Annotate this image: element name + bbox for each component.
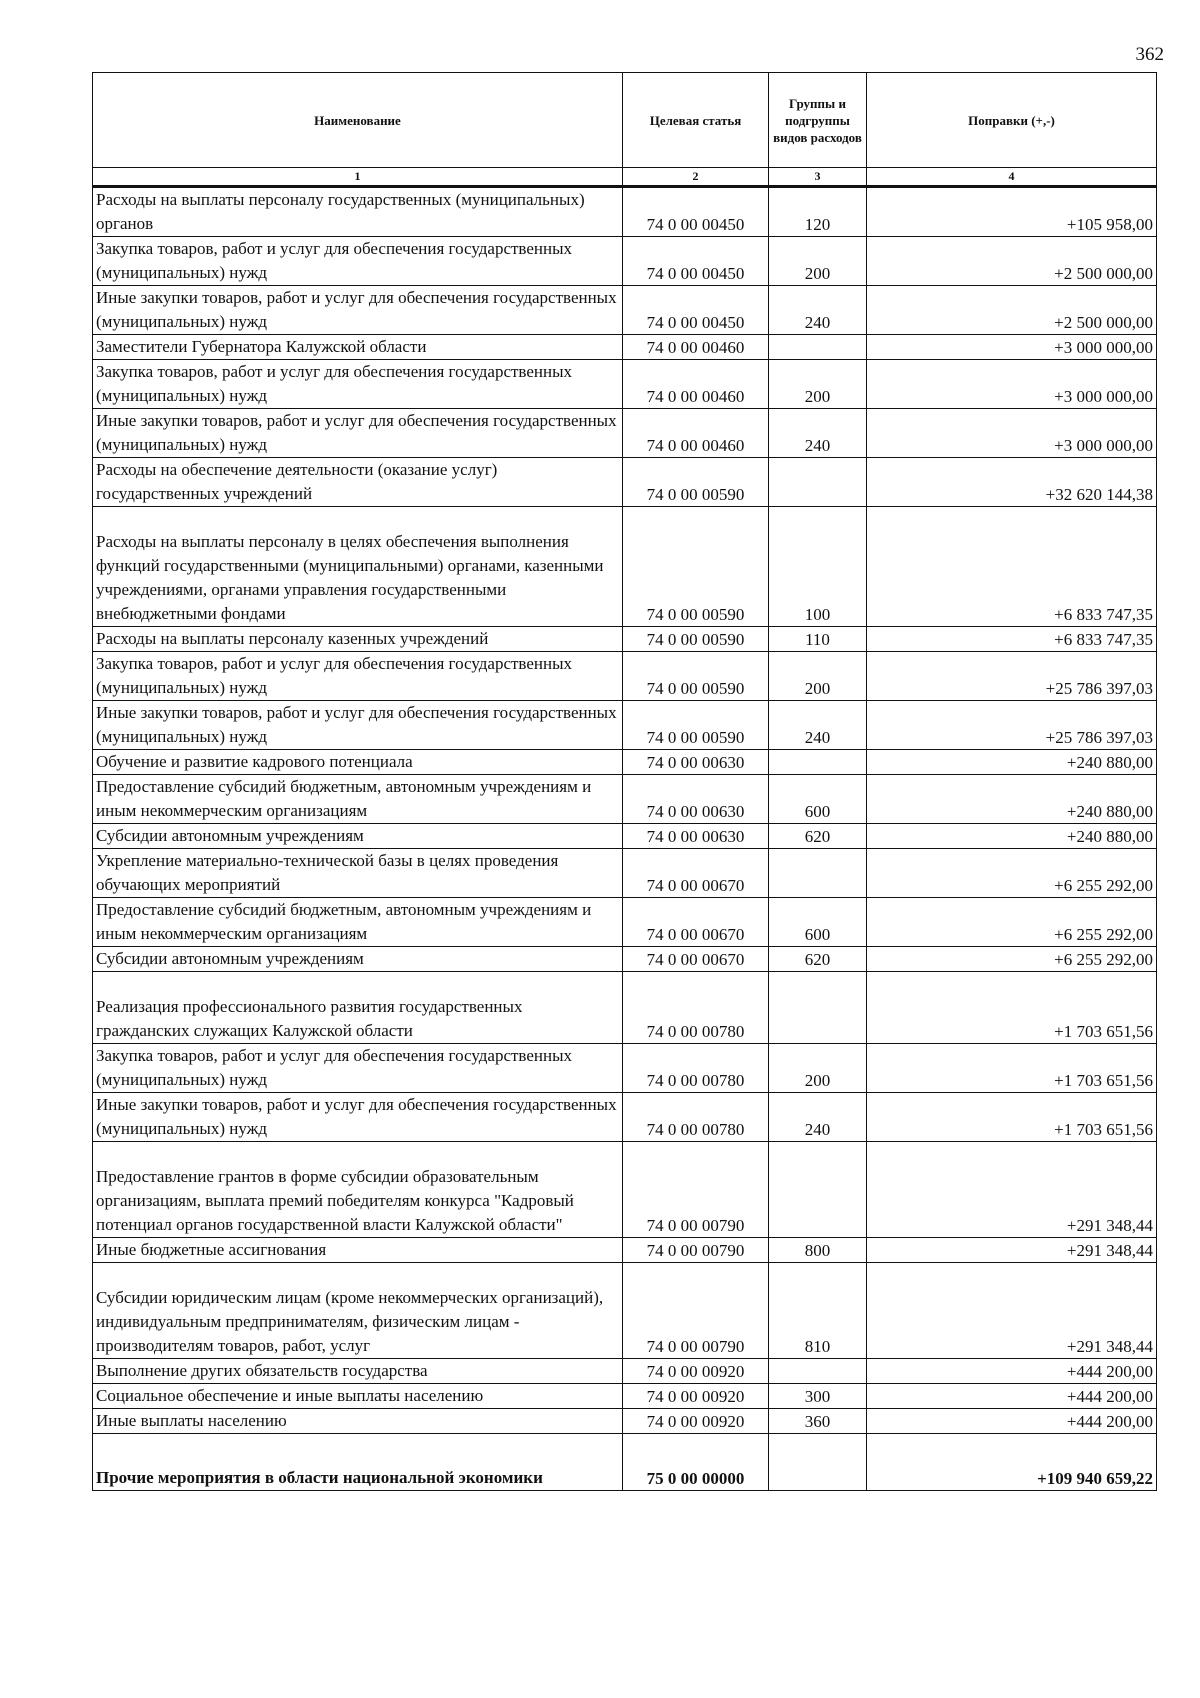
row-amount: +1 703 651,56	[867, 1093, 1157, 1142]
row-amount: +25 786 397,03	[867, 701, 1157, 750]
row-code: 74 0 00 00590	[623, 458, 769, 507]
row-amount: +25 786 397,03	[867, 652, 1157, 701]
row-amount: +3 000 000,00	[867, 335, 1157, 360]
row-amount: +105 958,00	[867, 187, 1157, 237]
row-name: Закупка товаров, работ и услуг для обеспечения государственных (муниципальных) нужд	[93, 1044, 623, 1093]
table-row	[93, 1359, 1157, 1384]
row-group: 810	[769, 1263, 867, 1359]
row-group: 240	[769, 409, 867, 458]
row-name: Расходы на выплаты персоналу государственных (муниципальных) органов	[93, 187, 623, 237]
table-row	[93, 187, 1157, 237]
row-code: 74 0 00 00630	[623, 750, 769, 775]
column-number: 1	[93, 168, 623, 187]
table-row	[93, 972, 1157, 1044]
row-group	[769, 750, 867, 775]
row-group: 620	[769, 947, 867, 972]
row-group: 240	[769, 1093, 867, 1142]
column-number-row	[93, 168, 1157, 187]
row-name: Предоставление грантов в форме субсидии образовательным организациям, выплата премий победителям конкурса "Кадровый потенциал органов государственной власти Калужской области"	[93, 1142, 623, 1238]
row-code: 74 0 00 00780	[623, 972, 769, 1044]
row-amount: +6 255 292,00	[867, 947, 1157, 972]
column-number: 3	[769, 168, 867, 187]
table-row	[93, 1263, 1157, 1359]
row-amount: +444 200,00	[867, 1384, 1157, 1409]
row-code: 74 0 00 00460	[623, 409, 769, 458]
table-row	[93, 947, 1157, 972]
row-name: Расходы на выплаты персоналу в целях обеспечения выполнения функций государственными (муниципальными) органами, казенными учреждениями, органами управления государственными внебюджетными фондами	[93, 507, 623, 627]
table-row	[93, 286, 1157, 335]
row-amount: +444 200,00	[867, 1409, 1157, 1434]
row-amount: +444 200,00	[867, 1359, 1157, 1384]
table-row	[93, 1238, 1157, 1263]
table-row	[93, 360, 1157, 409]
row-name: Субсидии автономным учреждениям	[93, 947, 623, 972]
header-row	[93, 73, 1157, 168]
row-name: Обучение и развитие кадрового потенциала	[93, 750, 623, 775]
row-name: Расходы на обеспечение деятельности (оказание услуг) государственных учреждений	[93, 458, 623, 507]
column-number: 4	[867, 168, 1157, 187]
row-group: 110	[769, 627, 867, 652]
row-amount: +1 703 651,56	[867, 1044, 1157, 1093]
row-amount: +3 000 000,00	[867, 360, 1157, 409]
table-row	[93, 507, 1157, 627]
row-amount: +2 500 000,00	[867, 286, 1157, 335]
table-row	[93, 824, 1157, 849]
table-row	[93, 1434, 1157, 1491]
header-code: Целевая статья	[623, 73, 769, 168]
row-code: 74 0 00 00630	[623, 824, 769, 849]
row-name: Иные закупки товаров, работ и услуг для обеспечения государственных (муниципальных) нужд	[93, 286, 623, 335]
row-code: 74 0 00 00780	[623, 1044, 769, 1093]
row-group: 120	[769, 187, 867, 237]
row-amount: +291 348,44	[867, 1263, 1157, 1359]
row-amount: +240 880,00	[867, 775, 1157, 824]
row-code: 74 0 00 00590	[623, 627, 769, 652]
row-code: 74 0 00 00590	[623, 507, 769, 627]
row-amount: +6 255 292,00	[867, 849, 1157, 898]
table-row	[93, 1409, 1157, 1434]
row-code: 74 0 00 00920	[623, 1359, 769, 1384]
header-name: Наименование	[93, 73, 623, 168]
column-number: 2	[623, 168, 769, 187]
row-code: 74 0 00 00920	[623, 1384, 769, 1409]
row-code: 74 0 00 00590	[623, 652, 769, 701]
row-group	[769, 335, 867, 360]
table-row	[93, 775, 1157, 824]
row-name: Иные закупки товаров, работ и услуг для обеспечения государственных (муниципальных) нужд	[93, 409, 623, 458]
row-name: Выполнение других обязательств государства	[93, 1359, 623, 1384]
table-row	[93, 409, 1157, 458]
table-row	[93, 701, 1157, 750]
row-amount: +291 348,44	[867, 1142, 1157, 1238]
row-amount: +32 620 144,38	[867, 458, 1157, 507]
row-name: Субсидии юридическим лицам (кроме некоммерческих организаций), индивидуальным предпринимателям, физическим лицам - производителям товаров, работ, услуг	[93, 1263, 623, 1359]
table-row	[93, 849, 1157, 898]
row-code: 74 0 00 00670	[623, 947, 769, 972]
row-group	[769, 1142, 867, 1238]
row-group	[769, 458, 867, 507]
header-group: Группы и подгруппы видов расходов	[769, 73, 867, 168]
row-code: 75 0 00 00000	[623, 1434, 769, 1491]
row-amount: +2 500 000,00	[867, 237, 1157, 286]
row-code: 74 0 00 00450	[623, 237, 769, 286]
row-code: 74 0 00 00450	[623, 286, 769, 335]
row-name: Заместители Губернатора Калужской области	[93, 335, 623, 360]
row-group: 200	[769, 237, 867, 286]
table-row	[93, 652, 1157, 701]
row-name: Предоставление субсидий бюджетным, автономным учреждениям и иным некоммерческим организациям	[93, 898, 623, 947]
row-group	[769, 849, 867, 898]
row-code: 74 0 00 00450	[623, 187, 769, 237]
row-group: 240	[769, 701, 867, 750]
table-row	[93, 750, 1157, 775]
row-name: Иные выплаты населению	[93, 1409, 623, 1434]
table-row	[93, 1142, 1157, 1238]
table-body	[93, 187, 1157, 1491]
row-group: 800	[769, 1238, 867, 1263]
row-group: 300	[769, 1384, 867, 1409]
row-amount: +3 000 000,00	[867, 409, 1157, 458]
budget-table	[92, 72, 1157, 1491]
row-code: 74 0 00 00780	[623, 1093, 769, 1142]
row-name: Реализация профессионального развития государственных гражданских служащих Калужской области	[93, 972, 623, 1044]
row-amount: +240 880,00	[867, 824, 1157, 849]
row-code: 74 0 00 00790	[623, 1263, 769, 1359]
row-name: Субсидии автономным учреждениям	[93, 824, 623, 849]
row-name: Иные закупки товаров, работ и услуг для обеспечения государственных (муниципальных) нужд	[93, 701, 623, 750]
row-group: 620	[769, 824, 867, 849]
row-code: 74 0 00 00670	[623, 898, 769, 947]
row-code: 74 0 00 00460	[623, 335, 769, 360]
row-name: Закупка товаров, работ и услуг для обеспечения государственных (муниципальных) нужд	[93, 360, 623, 409]
table-row	[93, 1093, 1157, 1142]
row-group: 200	[769, 1044, 867, 1093]
table-row	[93, 237, 1157, 286]
row-group: 200	[769, 360, 867, 409]
row-name: Закупка товаров, работ и услуг для обеспечения государственных (муниципальных) нужд	[93, 237, 623, 286]
row-group: 360	[769, 1409, 867, 1434]
row-code: 74 0 00 00630	[623, 775, 769, 824]
table-row	[93, 627, 1157, 652]
row-name: Укрепление материально-технической базы в целях проведения обучающих мероприятий	[93, 849, 623, 898]
table-row	[93, 898, 1157, 947]
header-amount: Поправки (+,-)	[867, 73, 1157, 168]
table-row	[93, 335, 1157, 360]
row-name: Иные закупки товаров, работ и услуг для обеспечения государственных (муниципальных) нужд	[93, 1093, 623, 1142]
row-group	[769, 1359, 867, 1384]
table-row	[93, 458, 1157, 507]
row-amount: +6 833 747,35	[867, 507, 1157, 627]
row-name: Иные бюджетные ассигнования	[93, 1238, 623, 1263]
row-group	[769, 972, 867, 1044]
row-amount: +291 348,44	[867, 1238, 1157, 1263]
row-name: Расходы на выплаты персоналу казенных учреждений	[93, 627, 623, 652]
row-group	[769, 1434, 867, 1491]
row-group: 100	[769, 507, 867, 627]
row-code: 74 0 00 00790	[623, 1238, 769, 1263]
table-row	[93, 1044, 1157, 1093]
row-code: 74 0 00 00920	[623, 1409, 769, 1434]
row-code: 74 0 00 00790	[623, 1142, 769, 1238]
row-name: Социальное обеспечение и иные выплаты населению	[93, 1384, 623, 1409]
row-group: 240	[769, 286, 867, 335]
row-amount: +6 833 747,35	[867, 627, 1157, 652]
row-amount: +6 255 292,00	[867, 898, 1157, 947]
row-code: 74 0 00 00590	[623, 701, 769, 750]
table-row	[93, 1384, 1157, 1409]
row-amount: +1 703 651,56	[867, 972, 1157, 1044]
row-code: 74 0 00 00670	[623, 849, 769, 898]
row-name: Закупка товаров, работ и услуг для обеспечения государственных (муниципальных) нужд	[93, 652, 623, 701]
row-amount: +240 880,00	[867, 750, 1157, 775]
row-name: Предоставление субсидий бюджетным, автономным учреждениям и иным некоммерческим организациям	[93, 775, 623, 824]
row-group: 200	[769, 652, 867, 701]
row-amount: +109 940 659,22	[867, 1434, 1157, 1491]
page-number: 362	[1135, 44, 1164, 65]
row-code: 74 0 00 00460	[623, 360, 769, 409]
row-name: Прочие мероприятия в области национальной экономики	[93, 1434, 623, 1491]
row-group: 600	[769, 775, 867, 824]
row-group: 600	[769, 898, 867, 947]
